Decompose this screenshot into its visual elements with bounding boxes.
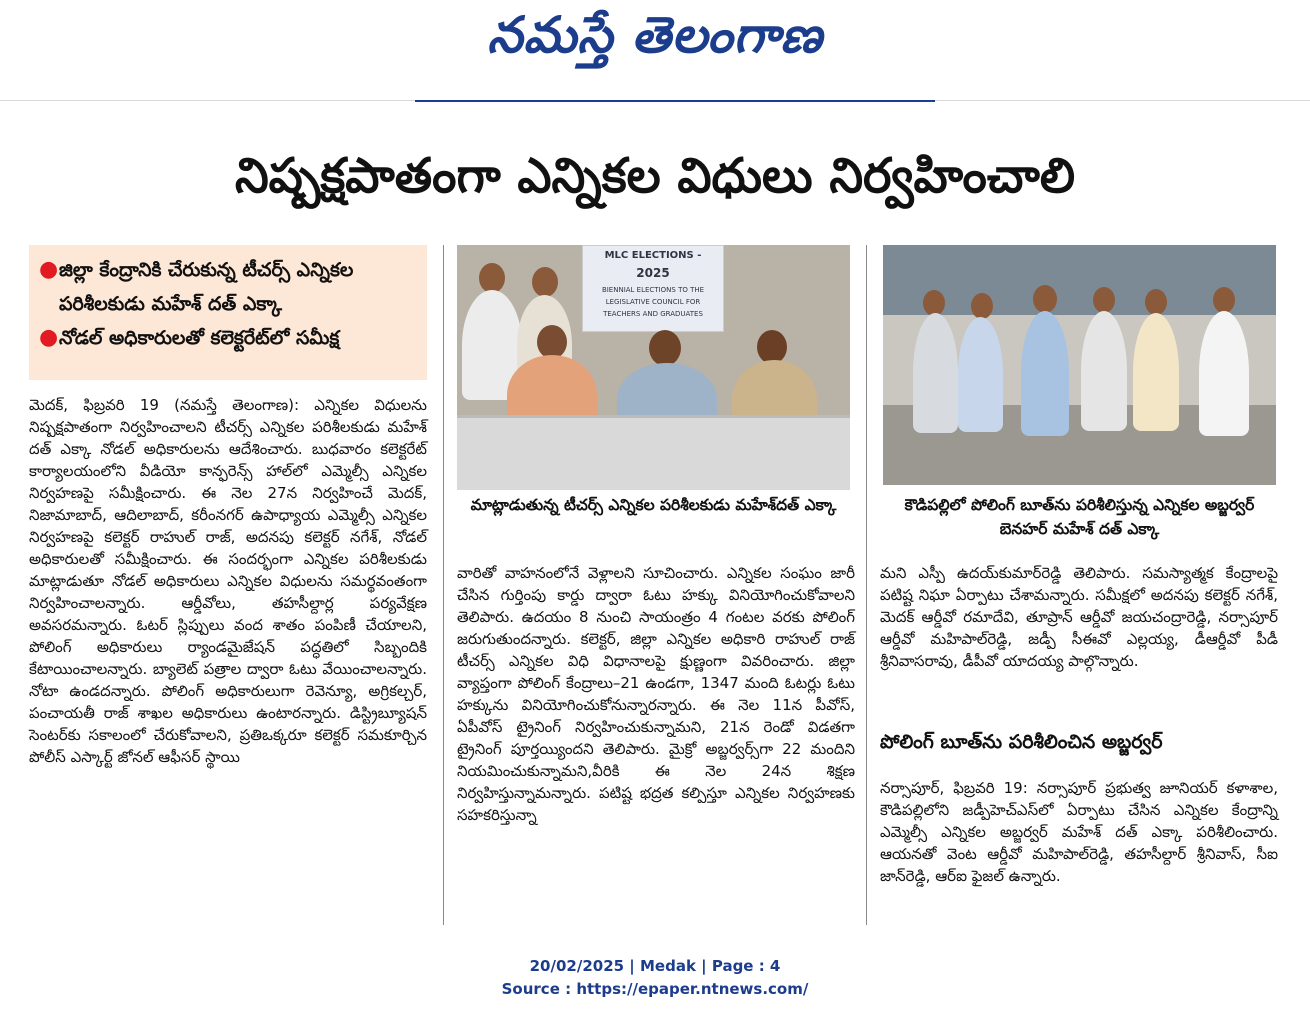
person-head (1093, 287, 1115, 313)
article-text: మని ఎస్పీ ఉదయ్‌కుమార్‌రెడ్డి తెలిపారు. సమస్యాత్మక కేంద్రాలపై పటిష్ట నిఘా ఏర్పాటు చేశామన్నారు. సమీక్షలో అదనపు కలెక్టర్ నగేశ్, మెదక్ ఆర్డీవో రమాదేవి, తూప్రాన్ ఆర్డీవో జయచంద్రారెడ్డి, నర్సాపూర్ ఆర్డీవో మహిపాల్‌రెడ్డి, జడ్పీ సీఈవో ఎల్లయ్య, డీఆర్డీవో పీడీ శ్రీనివాసరావు, డీపీవో యాదయ్య పాల్గొన్నారు. (880, 564, 1278, 670)
highlight-text: నోడల్ అధికారులతో కలెక్టరేట్‌లో సమీక్ష (59, 327, 340, 349)
person-head (479, 263, 505, 293)
bullet-icon: ● (39, 257, 59, 282)
person-body (913, 313, 958, 433)
screen-text: MLC ELECTIONS - (604, 250, 702, 261)
person-head (757, 330, 787, 364)
column-divider (866, 245, 867, 925)
person-head (971, 293, 993, 319)
screen-text: LEGISLATIVE COUNCIL FOR (605, 298, 701, 306)
article-text: మెదక్, ఫిబ్రవరి 19 (నమస్తే తెలంగాణ): ఎన్నికల విధులను నిష్పక్షపాతంగా నిర్వహించాలని టీచర్స్ ఎన్నికల పరిశీలకుడు మహేశ్ దత్ ఎక్కా నోడల్ అధికారులను ఆదేశించారు. బుధవారం కలెక్టరేట్ కార్యాలయంలోని వీడియో కాన్ఫరెన్స్ హాల్‌లో ఎమ్మెల్సీ ఎన్నికల నిర్వహణపై సమీక్షించారు. ఈ నెల 27న నిర్వహించే మెదక్, నిజామాబాద్, ఆదిలాబాద్, కరీంనగర్ ఉపాధ్యాయ ఎమ్మెల్సీ ఎన్నికల నిర్వహణపై కలెక్టర్ రాహుల్ రాజ్, అదనపు కలెక్టర్ నగేశ్, నోడల్ అధికారులతో సమీక్షించారు. ఈ సందర్భంగా ఎన్నికల పరిశీలకుడు మాట్లాడుతూ నోడల్ అధికారులు ఎన్నికల విధులను సమర్థవంతంగా నిర్వహించాలన్నారు. ఆర్డీవోలు, తహసీల్దార్ల పర్యవేక్షణ అవసరమన్నారు. ఓటర్ స్లిప్పులు వంద శాతం పంపిణీ చేయాలని, పోలింగ్ అధికారులు ర్యాండమైజేషన్ పద్ధతిలో సిబ్బందికి కేటాయించాలన్నారు. బ్యాలెట్ పత్రాల ద్వారా ఓటు వేయించాలన్నారు. నోటా ఉండదన్నారు. పోలింగ్ అధికారులుగా రెవెన్యూ, అగ్రికల్చర్, పంచాయతీ రాజ్ శాఖల అధికారులు ఉంటారన్నారు. డిస్ట్రిబ్యూషన్ సెంటర్‌కు సకాలంలో చేరుకోవాలని, ప్రతిఒక్కరూ కలెక్టర్ సమకూర్చిన పోలీస్ ఎస్కార్ట్ జోనల్ ఆఫీసర్ స్థాయి (29, 396, 427, 766)
masthead (0, 0, 1310, 101)
person-body (1199, 311, 1249, 436)
article-column-2 (457, 562, 855, 924)
column-divider (443, 245, 444, 925)
highlight-item (37, 253, 419, 321)
inspection-photo (883, 245, 1276, 485)
section-subhead: పోలింగ్ బూత్‌ను పరిశీలించిన అబ్జర్వర్ (880, 731, 1163, 753)
projection-screen (582, 245, 724, 332)
photo-caption: కౌడిపల్లిలో పోలింగ్ బూత్‌ను పరిశీలిస్తున్న ఎన్నికల అబ్జర్వర్ బెనహర్ మహేశ్ దత్ ఎక్కా (904, 496, 1255, 538)
person-head (1145, 289, 1167, 315)
person-head (532, 267, 558, 297)
footer-date-line: 20/02/2025 | Medak | Page : 4 (529, 957, 781, 975)
person-head (537, 325, 567, 359)
highlights-box (29, 245, 427, 380)
masthead-title: నమస్తే తెలంగాణ (487, 6, 823, 64)
article-text: వారితో వాహనంలోనే వెళ్లాలని సూచించారు. ఎన్నికల సంఘం జారీ చేసిన గుర్తింపు కార్డు ద్వారా ఓటు హక్కు వినియోగించుకోవాలని తెలిపారు. ఉదయం 8 నుంచి సాయంత్రం 4 గంటల వరకు పోలింగ్ జరుగుతుందన్నారు. కలెక్టర్, జిల్లా ఎన్నికల అధికారి రాహుల్ రాజ్ టీచర్స్ ఎన్నికల విధి విధానాలపై క్షుణ్ణంగా వివరించారు. జిల్లా వ్యాప్తంగా పోలింగ్ కేంద్రాలు–21 ఉండగా, 1347 మంది ఓటర్లు ఓటు హక్కును వినియోగించుకోనున్నారన్నారు. ఈ నెల 11న పీవోస్, ఏపీవోస్ ట్రైనింగ్ నిర్వహించుకున్నామని, 21న రెండో విడతగా ట్రైనింగ్ పూర్తయ్యిందని తెలిపారు. మైక్రో అబ్జర్వర్స్‌గా 22 మందిని నియమించుకున్నామని,వీరికి ఈ నెల 24న శిక్షణ నిర్వహిస్తున్నామన్నారు. పటిష్ట భద్రత కల్పిస్తూ ఎన్నికల నిర్వహణకు సహకరిస్తున్నా (457, 564, 855, 824)
conference-table (457, 415, 850, 490)
screen-text: BIENNIAL ELECTIONS TO THE (601, 286, 705, 294)
person-body (958, 317, 1003, 432)
article-text: నర్సాపూర్, ఫిబ్రవరి 19: నర్సాపూర్ ప్రభుత్వ జూనియర్ కళాశాల, కౌడిపల్లిలోని జడ్పీహెచ్‌ఎస్‌లో ఏర్పాటు చేసిన ఎన్నికల కేంద్రాన్ని ఎమ్మెల్సీ ఎన్నికల అబ్జర్వర్ మహేశ్ దత్ ఎక్కా పరిశీలించారు. ఆయనతో వెంట ఆర్డీవో మహిపాల్‌రెడ్డి, తహసీల్దార్ శ్రీనివాస్, సీఐ జాన్‌రెడ్డి, ఆర్‌ఐ ఫైజల్ ఉన్నారు. (880, 779, 1278, 885)
footer-source-line: Source : https://epaper.ntnews.com/ (501, 980, 809, 998)
article-column-3 (880, 562, 1278, 722)
person-body (1081, 311, 1127, 431)
person-head (1033, 285, 1057, 313)
meeting-photo (457, 245, 850, 490)
person-body (1133, 313, 1179, 431)
person-head (649, 330, 681, 366)
person-head (1213, 287, 1235, 313)
screen-text: TEACHERS AND GRADUATES (603, 310, 703, 318)
photo-caption: మాట్లాడుతున్న టీచర్స్ ఎన్నికల పరిశీలకుడు మహేశ్‌దత్ ఎక్కా (470, 496, 837, 514)
masthead-rule (415, 100, 935, 102)
highlight-text: జిల్లా కేంద్రానికి చేరుకున్న టీచర్స్ ఎన్నికల పరిశీలకుడు మహేశ్ దత్ ఎక్కా (59, 259, 354, 315)
article-column-3b (880, 777, 1278, 925)
highlight-item (37, 321, 419, 355)
headline: నిష్పక్షపాతంగా ఎన్నికల విధులు నిర్వహించాలి (234, 148, 1076, 204)
bullet-icon: ● (39, 325, 59, 350)
screen-text: 2025 (636, 266, 670, 280)
person-body (1021, 311, 1069, 436)
article-column-1 (29, 394, 427, 924)
